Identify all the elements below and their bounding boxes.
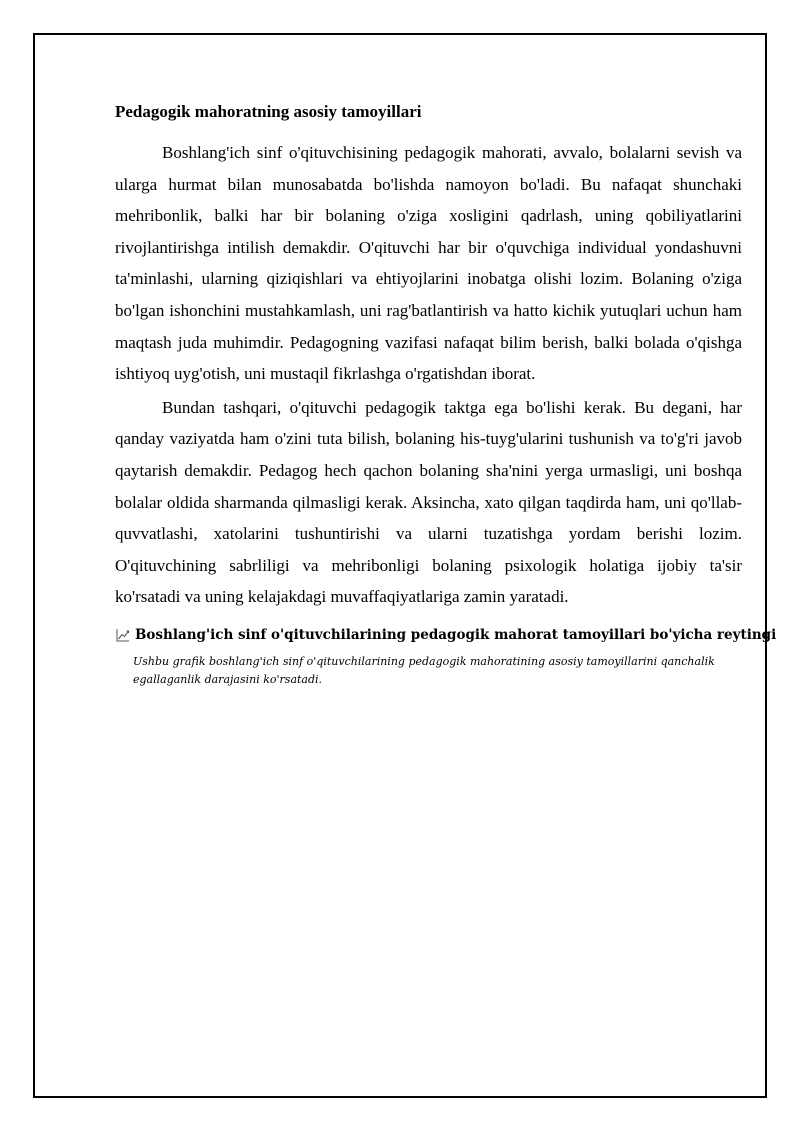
chart-title-row xyxy=(115,625,777,645)
paragraph-2: Bundan tashqari, o'qituvchi pedagogik taktga ega bo'lishi kerak. Bu degani, har qanday vaziyatda ham o'zini tuta bilish, bolaning his-tuyg'ularini tushunish va to'g'ri javob qaytarish demakdir. Pedagog hech qachon bolaning sha'nini yerga urmasligi, uni boshqa bolalar oldida sharmanda qilmasligi kerak. Aksincha, xato qilgan taqdirda ham, uni qo'llab-quvvatlashi, xatolarini tushuntirishi va ularni tuzatishga yordam berishi lozim. O'qituvchining sabrliligi va mehribonligi bolaning psixologik holatiga ijobiy ta'sir ko'rsatadi va uning kelajakdagi muvaffaqiyatlariga zamin yaratadi. xyxy=(115,397,742,607)
chart-title: Boshlang'ich sinf o'qituvchilarining pedagogik mahorat tamoyillari bo'yicha reytingi xyxy=(135,626,777,643)
document-body xyxy=(115,100,777,689)
section-heading: Pedagogik mahoratning asosiy tamoyillari xyxy=(115,102,422,121)
chart-description: Ushbu grafik boshlang'ich sinf o'qituvchilarining pedagogik mahoratining asosiy tamoyillarini qanchalik egallaganlik darajasini ko'rsatadi. xyxy=(133,654,715,686)
chart-line-icon xyxy=(116,628,130,642)
chart-caption-block xyxy=(115,625,777,689)
paragraph-1: Boshlang'ich sinf o'qituvchisining pedagogik mahorati, avvalo, bolalarni sevish va ularga hurmat bilan munosabatda bo'lishda namoyon bo'ladi. Bu nafaqat shunchaki mehribonlik, balki har bir bolaning o'ziga xosligini qadrlash, uning qobiliyatlarini rivojlantirishga intilish demakdir. O'qituvchi har bir o'quvchiga individual yondashuvni ta'minlashi, ularning qiziqishlari va ehtiyojlarini inobatga olishi lozim. Bolaning o'ziga bo'lgan ishonchini mustahkamlash, uni rag'batlantirish va hatto kichik yutuqlari uchun ham maqtash juda muhimdir. Pedagogning vazifasi nafaqat bilim berish, balki bolada o'qishga ishtiyoq uyg'otish, uni mustaqil fikrlashga o'rgatishdan iborat. xyxy=(115,143,742,384)
